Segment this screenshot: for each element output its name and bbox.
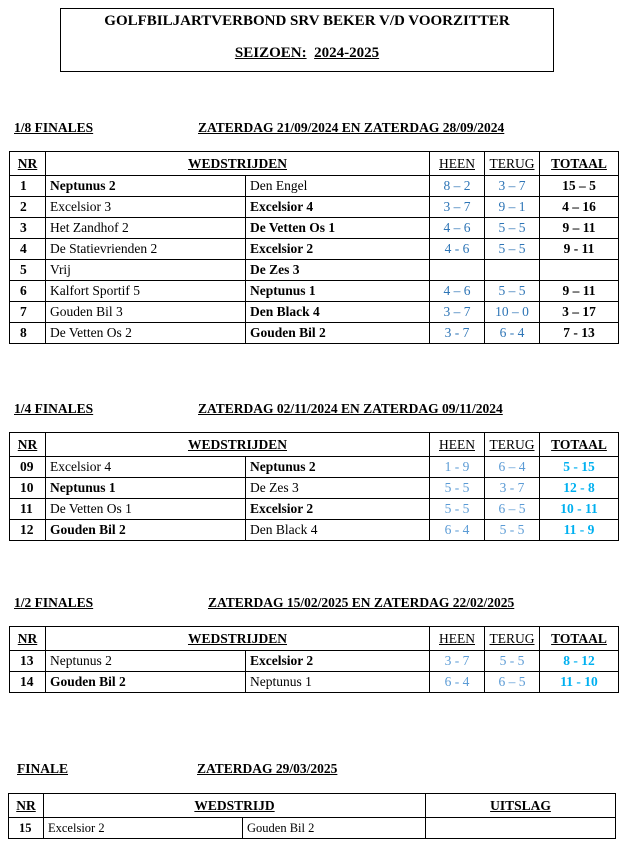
match-nr: 10 [10,478,46,499]
match-nr: 2 [10,197,46,218]
match-nr: 1 [10,176,46,197]
col-nr: NR [10,152,46,176]
match-result [426,818,616,839]
team-away: Gouden Bil 2 [246,323,430,344]
score-home: 6 - 4 [430,520,485,541]
score-total: 11 - 10 [540,672,619,693]
score-home: 4 – 6 [430,281,485,302]
team-away: Den Engel [246,176,430,197]
team-away: De Vetten Os 1 [246,218,430,239]
match-nr: 8 [10,323,46,344]
team-home: Neptunus 1 [46,478,246,499]
col-total: TOTAAL [540,152,619,176]
score-home: 6 - 4 [430,672,485,693]
match-nr: 4 [10,239,46,260]
team-home: Excelsior 4 [46,457,246,478]
table-row [9,818,616,839]
match-nr: 5 [10,260,46,281]
table-header-row [10,152,619,176]
table-header-row [10,433,619,457]
round-quarter-label: 1/4 FINALES [14,401,94,416]
table-row [10,239,619,260]
match-nr: 7 [10,302,46,323]
team-home: Neptunus 2 [46,651,246,672]
col-result: UITSLAG [426,794,616,818]
score-total: 5 - 15 [540,457,619,478]
table-header-row [10,627,619,651]
score-total: 7 - 13 [540,323,619,344]
round-semi-label: 1/2 FINALES [14,595,94,610]
table-semi-finals [9,626,619,693]
match-nr: 11 [10,499,46,520]
score-return: 3 - 7 [485,478,540,499]
score-total: 15 – 5 [540,176,619,197]
col-match: WEDSTRIJD [44,794,426,818]
team-away: Excelsior 2 [246,651,430,672]
team-home: De Vetten Os 2 [46,323,246,344]
score-home [430,260,485,281]
col-home: HEEN [430,433,485,457]
score-total [540,260,619,281]
team-home: Gouden Bil 2 [46,520,246,541]
score-return: 9 – 1 [485,197,540,218]
team-away: De Zes 3 [246,478,430,499]
table-row [10,651,619,672]
score-home: 5 - 5 [430,478,485,499]
season-line [61,45,553,62]
table-row [10,281,619,302]
team-away: Neptunus 1 [246,672,430,693]
team-away: Excelsior 2 [246,499,430,520]
match-nr: 13 [10,651,46,672]
score-total: 11 - 9 [540,520,619,541]
score-return: 5 – 5 [485,218,540,239]
team-home: Gouden Bil 2 [46,672,246,693]
round-quarter-dates: ZATERDAG 02/11/2024 EN ZATERDAG 09/11/2024 [198,401,503,416]
table-row [10,499,619,520]
team-home: Kalfort Sportif 5 [46,281,246,302]
score-return: 6 – 4 [485,457,540,478]
round-eighth-dates: ZATERDAG 21/09/2024 EN ZATERDAG 28/09/2024 [198,120,505,135]
col-return: TERUG [485,433,540,457]
col-matches: WEDSTRIJDEN [46,627,430,651]
col-return: TERUG [485,152,540,176]
table-final [8,793,616,839]
score-return: 10 – 0 [485,302,540,323]
team-away: De Zes 3 [246,260,430,281]
match-nr: 14 [10,672,46,693]
table-row [10,176,619,197]
team-away: Den Black 4 [246,520,430,541]
table-row [10,520,619,541]
team-home: De Vetten Os 1 [46,499,246,520]
score-total: 9 – 11 [540,281,619,302]
score-total: 8 - 12 [540,651,619,672]
score-total: 4 – 16 [540,197,619,218]
team-home: Excelsior 3 [46,197,246,218]
round-semi-dates: ZATERDAG 15/02/2025 EN ZATERDAG 22/02/2025 [208,595,515,610]
team-home: De Statievrienden 2 [46,239,246,260]
score-return: 3 – 7 [485,176,540,197]
title-box [60,8,554,72]
score-home: 3 – 7 [430,197,485,218]
team-away: Den Black 4 [246,302,430,323]
table-row [10,197,619,218]
season-value: 2024-2025 [314,45,380,61]
team-home: Het Zandhof 2 [46,218,246,239]
col-total: TOTAAL [540,627,619,651]
score-return: 6 - 4 [485,323,540,344]
team-away: Gouden Bil 2 [243,818,426,839]
score-home: 3 – 7 [430,302,485,323]
score-return: 6 – 5 [485,499,540,520]
col-nr: NR [9,794,44,818]
table-row [10,218,619,239]
table-row [10,672,619,693]
score-total: 9 - 11 [540,239,619,260]
match-nr: 12 [10,520,46,541]
score-return [485,260,540,281]
score-total: 10 - 11 [540,499,619,520]
score-total: 9 – 11 [540,218,619,239]
team-home: Neptunus 2 [46,176,246,197]
col-nr: NR [10,433,46,457]
page-title: GOLFBILJARTVERBOND SRV BEKER V/D VOORZITTER [104,13,510,29]
score-home: 3 - 7 [430,651,485,672]
round-eighth-label: 1/8 FINALES [14,120,94,135]
team-away: Excelsior 2 [246,239,430,260]
table-quarter-finals [9,432,619,541]
match-nr: 09 [10,457,46,478]
score-return: 5 - 5 [485,520,540,541]
col-matches: WEDSTRIJDEN [46,433,430,457]
col-matches: WEDSTRIJDEN [46,152,430,176]
round-final-label: FINALE [17,761,69,776]
round-final-dates: ZATERDAG 29/03/2025 [197,761,338,776]
col-return: TERUG [485,627,540,651]
score-home: 3 - 7 [430,323,485,344]
score-return: 5 – 5 [485,281,540,302]
team-away: Excelsior 4 [246,197,430,218]
table-row [10,260,619,281]
match-nr: 3 [10,218,46,239]
team-away: Neptunus 1 [246,281,430,302]
team-home: Gouden Bil 3 [46,302,246,323]
score-return: 6 – 5 [485,672,540,693]
season-label: SEIZOEN: [234,45,307,61]
team-away: Neptunus 2 [246,457,430,478]
col-nr: NR [10,627,46,651]
score-return: 5 - 5 [485,651,540,672]
team-home: Excelsior 2 [44,818,243,839]
score-return: 5 – 5 [485,239,540,260]
col-home: HEEN [430,152,485,176]
table-row [10,478,619,499]
col-home: HEEN [430,627,485,651]
score-home: 8 – 2 [430,176,485,197]
table-row [10,457,619,478]
score-home: 1 - 9 [430,457,485,478]
match-nr: 6 [10,281,46,302]
col-total: TOTAAL [540,433,619,457]
table-row [10,302,619,323]
score-home: 4 - 6 [430,239,485,260]
score-total: 12 - 8 [540,478,619,499]
team-home: Vrij [46,260,246,281]
score-home: 4 – 6 [430,218,485,239]
match-nr: 15 [9,818,44,839]
score-total: 3 – 17 [540,302,619,323]
score-home: 5 - 5 [430,499,485,520]
table-header-row [9,794,616,818]
table-eighth-finals [9,151,619,344]
table-row [10,323,619,344]
